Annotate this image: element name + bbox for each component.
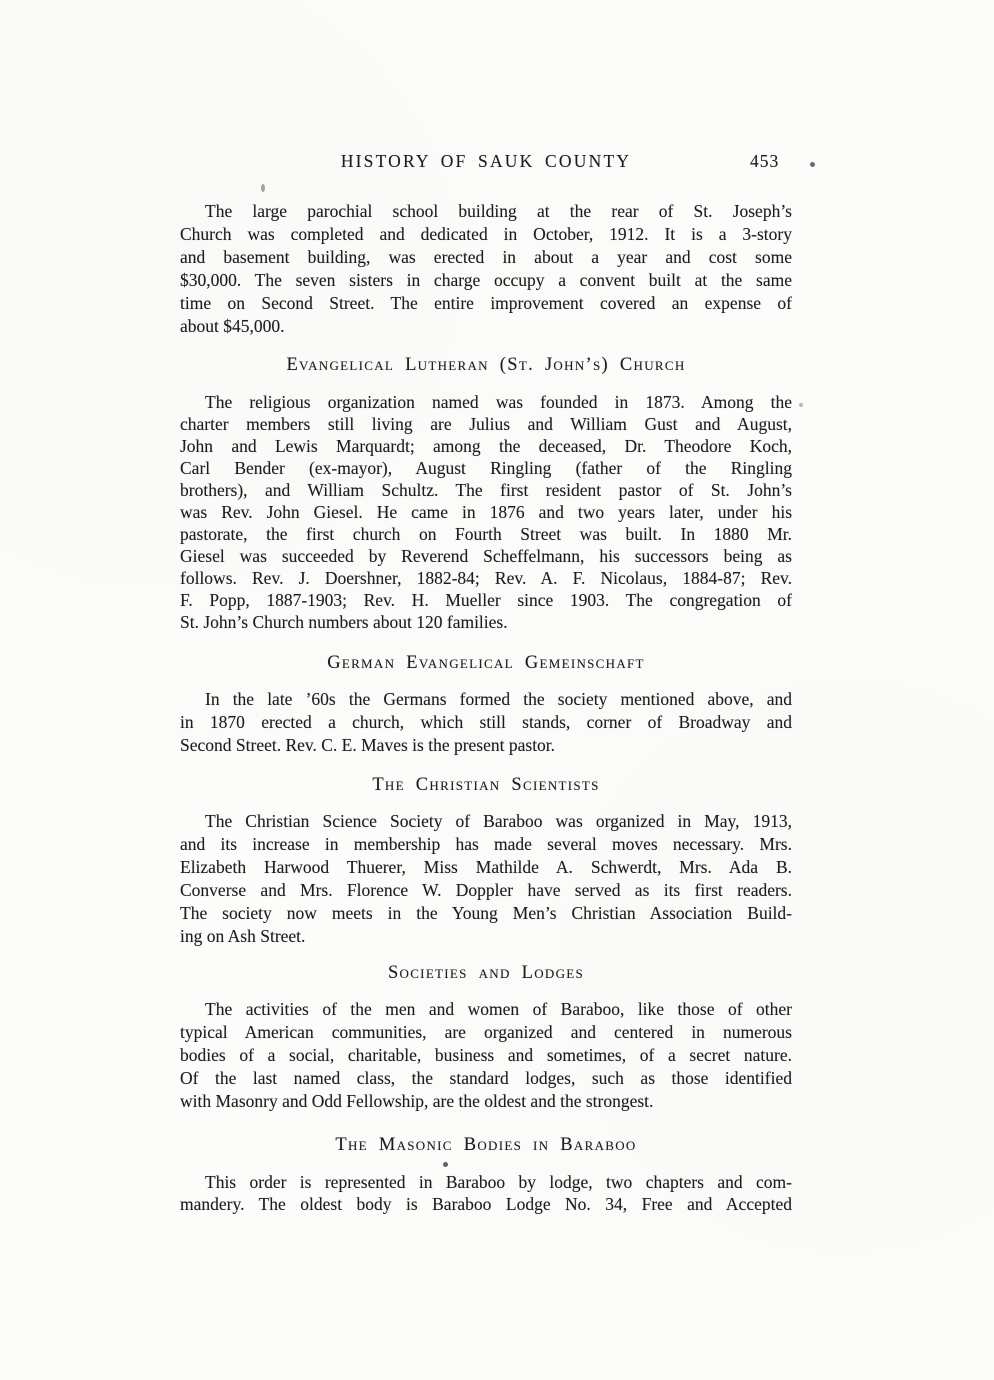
text-line: The Christian Science Society of Baraboo was organized in May, 1913, bbox=[205, 811, 792, 831]
text-line: with Masonry and Odd Fellowship, are the oldest and the strongest. bbox=[180, 1091, 654, 1111]
text-line: Converse and Mrs. Florence W. Doppler have served as its first readers. bbox=[180, 880, 792, 900]
text-line: Church was completed and dedicated in October, 1912. It is a 3-story bbox=[180, 224, 792, 244]
text-line: $30,000. The seven sisters in charge occupy a convent built at the same bbox=[180, 270, 792, 290]
text-line: bodies of a social, charitable, business and sometimes, of a secret nature. bbox=[180, 1045, 792, 1065]
text-line: charter members still living are Julius and William Gust and August, bbox=[180, 414, 792, 434]
text-line: was Rev. John Giesel. He came in 1876 and two years later, under his bbox=[180, 502, 792, 522]
paragraph-parochial-school bbox=[180, 200, 792, 338]
text-line: In the late ’60s the Germans formed the society mentioned above, and bbox=[205, 689, 792, 709]
ink-dot bbox=[799, 403, 803, 407]
section-heading-christian-scientists: The Christian Scientists bbox=[372, 775, 600, 795]
ink-dot bbox=[810, 162, 815, 167]
text-line: ing on Ash Street. bbox=[180, 926, 306, 946]
text-line: typical American communities, are organized and centered in numerous bbox=[180, 1022, 792, 1042]
text-line: follows. Rev. J. Doershner, 1882-84; Rev. A. F. Nicolaus, 1884-87; Rev. bbox=[180, 568, 792, 588]
paragraph-st-johns-history bbox=[180, 391, 792, 633]
section-heading-societies-lodges: Societies and Lodges bbox=[387, 963, 585, 983]
paragraph-christian-science bbox=[180, 810, 792, 948]
paragraph-societies-lodges bbox=[180, 998, 792, 1113]
ink-speck bbox=[261, 184, 265, 192]
text-line: F. Popp, 1887-1903; Rev. H. Mueller since 1903. The congregation of bbox=[180, 590, 792, 610]
text-line: mandery. The oldest body is Baraboo Lodge No. 34, Free and Accepted bbox=[180, 1194, 792, 1214]
paragraph-gemeinschaft bbox=[180, 688, 792, 757]
text-line: brothers), and William Schultz. The first resident pastor of St. John’s bbox=[180, 480, 792, 500]
text-line: John and Lewis Marquardt; among the deceased, Dr. Theodore Koch, bbox=[180, 436, 792, 456]
section-heading-german-evangelical: German Evangelical Gemeinschaft bbox=[327, 653, 645, 673]
text-line: and basement building, was erected in about a year and cost some bbox=[180, 247, 792, 267]
text-line: The large parochial school building at the rear of St. Joseph’s bbox=[205, 201, 792, 221]
text-line: pastorate, the first church on Fourth Street was built. In 1880 Mr. bbox=[180, 524, 792, 544]
text-line: St. John’s Church numbers about 120 families. bbox=[180, 612, 508, 632]
ink-dot bbox=[443, 1162, 448, 1167]
paragraph-masonic-intro bbox=[180, 1171, 792, 1215]
text-line: and its increase in membership has made several moves necessary. Mrs. bbox=[180, 834, 792, 854]
text-line: time on Second Street. The entire improvement covered an expense of bbox=[180, 293, 792, 313]
running-header-title: HISTORY OF SAUK COUNTY bbox=[340, 151, 632, 171]
text-line: Carl Bender (ex-mayor), August Ringling (father of the Ringling bbox=[180, 458, 792, 478]
text-line: The society now meets in the Young Men’s Christian Association Build- bbox=[180, 903, 792, 923]
text-line: in 1870 erected a church, which still stands, corner of Broadway and bbox=[180, 712, 792, 732]
text-line: about $45,000. bbox=[180, 316, 285, 336]
text-line: Giesel was succeeded by Reverend Scheffelmann, his successors being as bbox=[180, 546, 792, 566]
section-heading-masonic-bodies: The Masonic Bodies in Baraboo bbox=[335, 1135, 637, 1155]
page-number: 453 bbox=[750, 151, 780, 171]
text-line: Elizabeth Harwood Thuerer, Miss Mathilde A. Schwerdt, Mrs. Ada B. bbox=[180, 857, 792, 877]
text-line: Second Street. Rev. C. E. Maves is the present pastor. bbox=[180, 735, 556, 755]
text-line: The activities of the men and women of Baraboo, like those of other bbox=[205, 999, 792, 1019]
text-line: This order is represented in Baraboo by lodge, two chapters and com- bbox=[205, 1172, 792, 1192]
section-heading-evangelical-lutheran: Evangelical Lutheran (St. John’s) Church bbox=[286, 355, 686, 375]
text-line: The religious organization named was founded in 1873. Among the bbox=[205, 392, 792, 412]
text-line: Of the last named class, the standard lodges, such as those identified bbox=[180, 1068, 792, 1088]
